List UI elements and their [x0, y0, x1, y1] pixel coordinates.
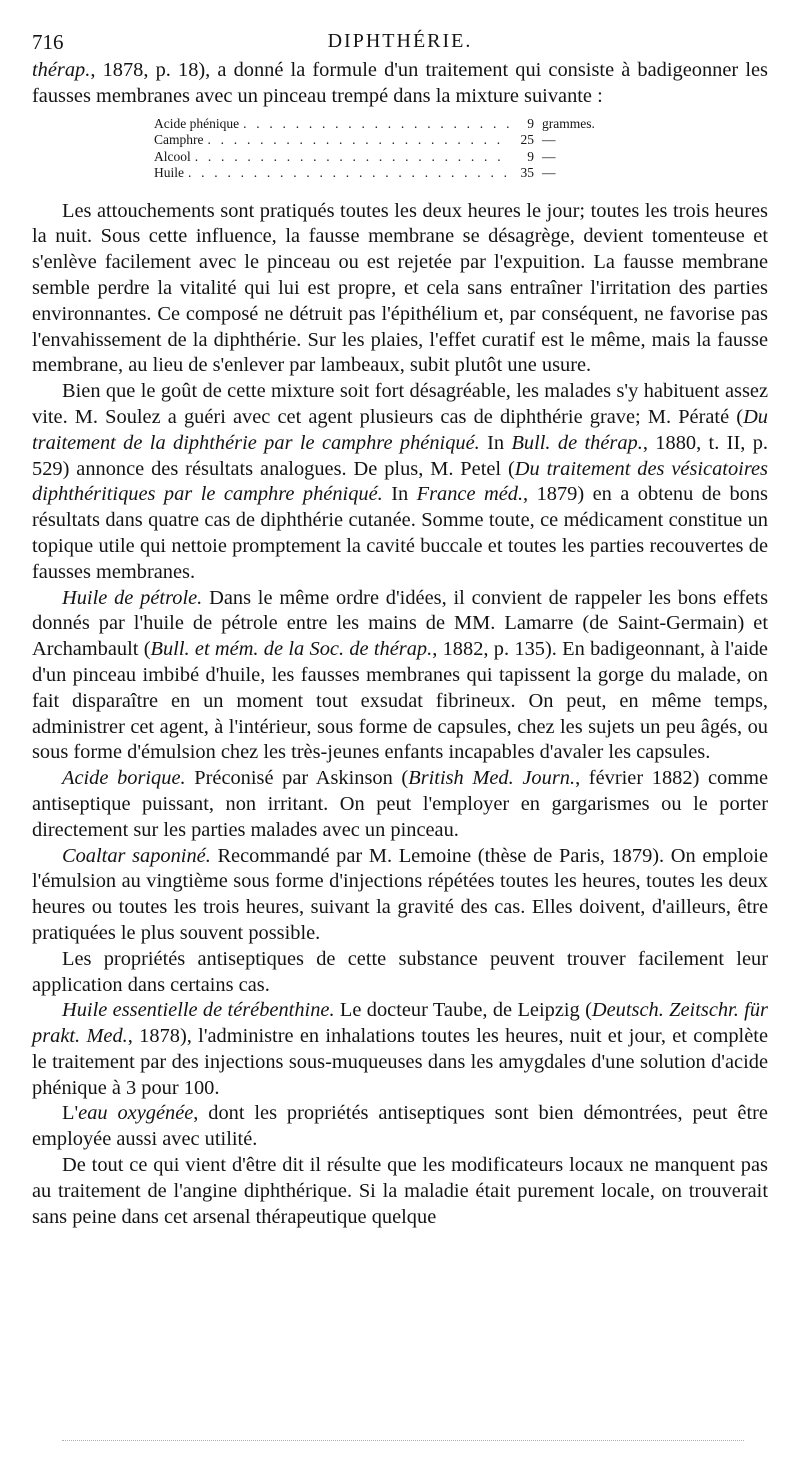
ingredient-quantity: 9 — [527, 115, 534, 131]
italic-run: France méd. — [416, 483, 524, 506]
ingredient-name: Acide phénique — [154, 115, 240, 131]
paragraph — [32, 58, 768, 110]
ingredient-name: Alcool — [154, 148, 191, 164]
ingredient-quantity: 35 — [520, 165, 534, 181]
italic-run: thérap. — [32, 59, 91, 81]
paragraph — [32, 199, 768, 380]
running-title: DIPHTHÉRIE. — [327, 30, 473, 52]
text-run: In — [479, 431, 512, 454]
paragraph — [32, 947, 768, 999]
italic-run: Bull. de thérap. — [511, 431, 643, 454]
text-run: , 1879) en a obtenu de bons résultats dans quatre cas de diphthérie cutanée. Somme toute, ce médicament constitue un topique utile qui nettoie promptement la cavité buccale et toutes les parties recouvertes de fausses membranes. — [32, 483, 768, 583]
paragraph — [32, 379, 768, 585]
page-header — [32, 30, 768, 56]
italic-run: Deutsch. Zeitschr. für prakt. Med. — [32, 999, 768, 1048]
text-run: Les propriétés antiseptiques de cette substance peuvent trouver facilement leur application dans certains cas. — [32, 947, 768, 996]
text-run: , 1878, p. 18), a donné la formule d'un traitement qui consiste à badigeonner les fausses membranes avec un pinceau trempé dans la mixture suivante : — [32, 59, 768, 107]
dot-leader — [208, 132, 511, 149]
dot-leader — [243, 116, 510, 133]
paragraph — [32, 766, 768, 843]
italic-run: Du traitement des vésicatoires diphthéritiques par le camphre phéniqué. — [32, 457, 768, 506]
recipe-list — [154, 116, 626, 182]
dot-leader — [195, 149, 510, 166]
italic-run: Huile essentielle de térébenthine. — [62, 999, 335, 1022]
italic-run: British Med. Journ. — [408, 767, 576, 790]
text-run: Préconisé par Askinson ( — [185, 767, 409, 790]
text-run: Dans le même ordre d'idées, il convient de rappeler les bons effets donnés par l'huile de pétrole entre les mains de MM. Lamarre (de Saint-Germain) et Archambault ( — [32, 586, 768, 661]
text-run: L' — [62, 1102, 79, 1125]
page-number: 716 — [32, 30, 64, 54]
footer-rule — [62, 1440, 744, 1441]
italic-run: Bull. et mém. de la Soc. de thérap. — [150, 638, 433, 661]
ingredient-quantity: 9 — [527, 148, 534, 164]
text-run: , 1882, p. 135). En badigeonnant, à l'aide d'un pinceau imbibé d'huile, les fausses membranes qui tapissent la gorge du malade, on fait disparaître en un moment tout exsudat fibrineux. On peut, en même temps, administrer cet agent, à l'intérieur, sous forme de capsules, chez les sujets un peu âgés, ou sous forme d'émulsion chez les très-jeunes enfants incapables d'avaler les capsules. — [32, 638, 768, 764]
recipe-row — [154, 149, 626, 166]
recipe-row — [154, 165, 626, 182]
italic-run: Du traitement de la diphthérie par le camphre phéniqué. — [32, 405, 768, 454]
text-run: Le docteur Taube, de Leipzig ( — [334, 999, 592, 1022]
dot-leader — [188, 165, 510, 182]
text-run: , février 1882) comme antiseptique puissant, non irritant. On peut l'employer en gargarismes ou le porter directement sur les parties malades avec un pinceau. — [32, 767, 769, 841]
text-run: In — [382, 483, 417, 506]
text-run: Bien que le goût de cette mixture soit fort désagréable, les malades s'y habituent assez vite. M. Soulez a guéri avec cet agent plusieurs cas de diphthérie grave; M. Pératé ( — [32, 380, 768, 428]
paragraph — [32, 998, 768, 1101]
paragraph — [32, 844, 768, 947]
text-run: De tout ce qui vient d'être dit il résulte que les modificateurs locaux ne manquent pas au traitement de l'angine diphthérique. Si la maladie était purement locale, on trouverait sans peine dans cet arsenal thérapeutique quelque — [32, 1154, 768, 1228]
ingredient-unit: — — [542, 132, 556, 148]
paragraph — [32, 586, 768, 767]
ingredient-unit: — — [542, 148, 556, 164]
paragraph — [32, 1153, 768, 1230]
italic-run: Acide borique. — [62, 767, 186, 790]
recipe-row — [154, 116, 626, 133]
ingredient-unit: grammes. — [542, 115, 595, 131]
text-run: , dont les propriétés antiseptiques sont bien démontrées, peut être employée aussi avec utilité. — [32, 1102, 768, 1151]
recipe-row — [154, 132, 626, 149]
italic-run: Huile de pétrole. — [62, 586, 203, 609]
italic-run: eau oxygénée — [78, 1102, 194, 1125]
ingredient-unit: — — [542, 165, 556, 181]
text-run: Recommandé par M. Lemoine (thèse de Paris, 1879). On emploie l'émulsion au vingtième sous forme d'injections répétées toutes les heures, toutes les deux heures ou toutes les trois heures, suivant la gravité des cas. Elles doivent, d'ailleurs, être pratiquées le plus souvent possible. — [32, 844, 769, 944]
ingredient-name: Huile — [154, 165, 184, 181]
ingredient-name: Camphre — [154, 132, 204, 148]
body-text — [32, 58, 768, 1230]
text-run: Les attouchements sont pratiqués toutes les deux heures le jour; toutes les trois heures la nuit. Sous cette influence, la fausse membrane se désagrège, devient tomenteuse et s'enlève facilement avec le pinceau ou est rejetée par l'expuition. La fausse membrane semble perdre la vitalité qui lui est propre, et cela sans entraîner l'irritation des parties environnantes. Ce composé ne détruit pas l'épithélium et, par conséquent, ne favorise pas l'envahissement de la diphthérie. Sur les plaies, l'effet curatif est le même, mais la fausse membrane, au lieu de s'enlever par lambeaux, subit plutôt une usure. — [32, 199, 768, 377]
text-run: , 1880, t. II, p. 529) annonce des résultats analogues. De plus, M. Petel ( — [32, 431, 768, 480]
text-run: , 1878), l'administre en inhalations toutes les heures, nuit et jour, et complète le traitement par des injections sous-muqueuses dans les amygdales d'une solution d'acide phénique à 3 pour 100. — [32, 1025, 768, 1099]
ingredient-quantity: 25 — [520, 132, 534, 148]
italic-run: Coaltar saponiné. — [62, 844, 211, 867]
paragraph — [32, 1101, 768, 1153]
